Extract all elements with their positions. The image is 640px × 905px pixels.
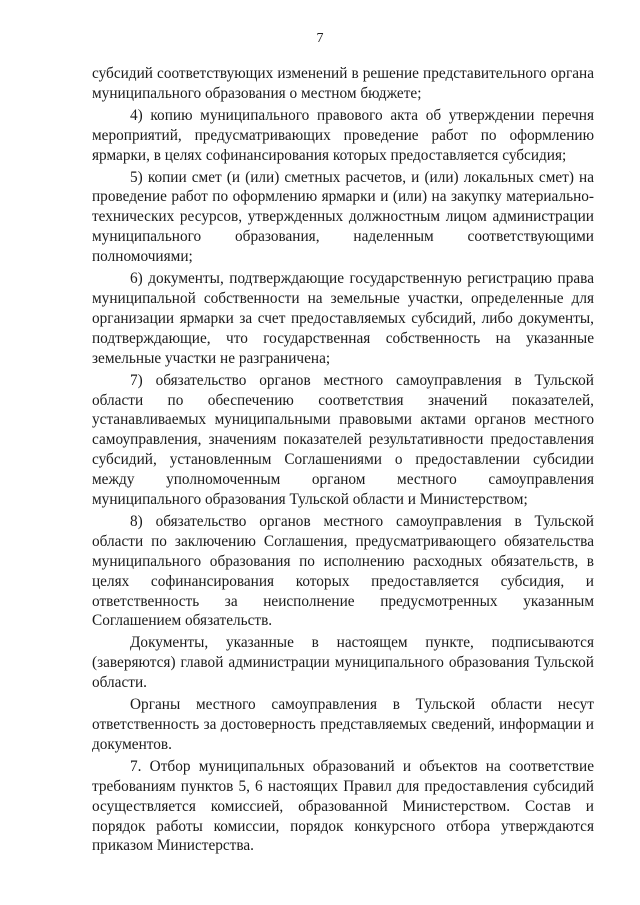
paragraph-item-7: 7) обязательство органов местного самоуправления в Тульской области по обеспечению соответствия значений показателей, устанавливаемых муниципальными правовыми актами органов местного самоуправления, значениям показателей результативности предоставления субсидий, установленным Соглашениями о предоставлении субсидии между уполномоченным органом местного самоуправления муниципального образования Тульской области и Министерством; — [92, 371, 594, 509]
page-number: 7 — [316, 31, 324, 46]
paragraph-responsibility: Органы местного самоуправления в Тульской области несут ответственность за достоверность представляемых сведений, информации и документов. — [92, 696, 594, 753]
document-body — [92, 64, 594, 858]
paragraph-item-4: 4) копию муниципального правового акта об утверждении перечня мероприятий, предусматривающих проведение работ по оформлению ярмарки, в целях софинансирования которых предоставляется субсидия; — [92, 106, 594, 164]
paragraph-continuation: субсидий соответствующих изменений в решение представительного органа муниципального образования о местном бюджете; — [92, 65, 594, 102]
paragraph-item-6: 6) документы, подтверждающие государственную регистрацию права муниципальной собственности на земельные участки, определенные для организации ярмарки за счет предоставляемых субсидий, либо документы, подтверждающие, что государственная собственность на указанные земельные участки не разграничена; — [92, 270, 594, 367]
paragraph-documents-signing: Документы, указанные в настоящем пункте, подписываются (заверяются) главой администрации муниципального образования Тульской области. — [92, 634, 594, 692]
paragraph-item-8: 8) обязательство органов местного самоуправления в Тульской области по заключению Соглашения, предусматривающего обязательства муниципального образования по исполнению расходных обязательств, в целях софинансирования которых предоставляется субсидия, и ответственность за неисполнение предусмотренных указанным Соглашением обязательств. — [92, 512, 594, 630]
paragraph-item-5: 5) копии смет (и (или) сметных расчетов, и (или) локальных смет) на проведение работ по оформлению ярмарки и (или) на закупку материально-технических ресурсов, утвержденных должностным лицом администрации муниципального образования, наделенным соответствующими полномочиями; — [92, 168, 594, 266]
paragraph-section-7: 7. Отбор муниципальных образований и объектов на соответствие требованиям пунктов 5, 6 настоящих Правил для предоставления субсидий осуществляется комиссией, образованной Министерством. Состав и порядок работы комиссии, порядок конкурсного отбора утверждаются приказом Министерства. — [92, 757, 594, 855]
